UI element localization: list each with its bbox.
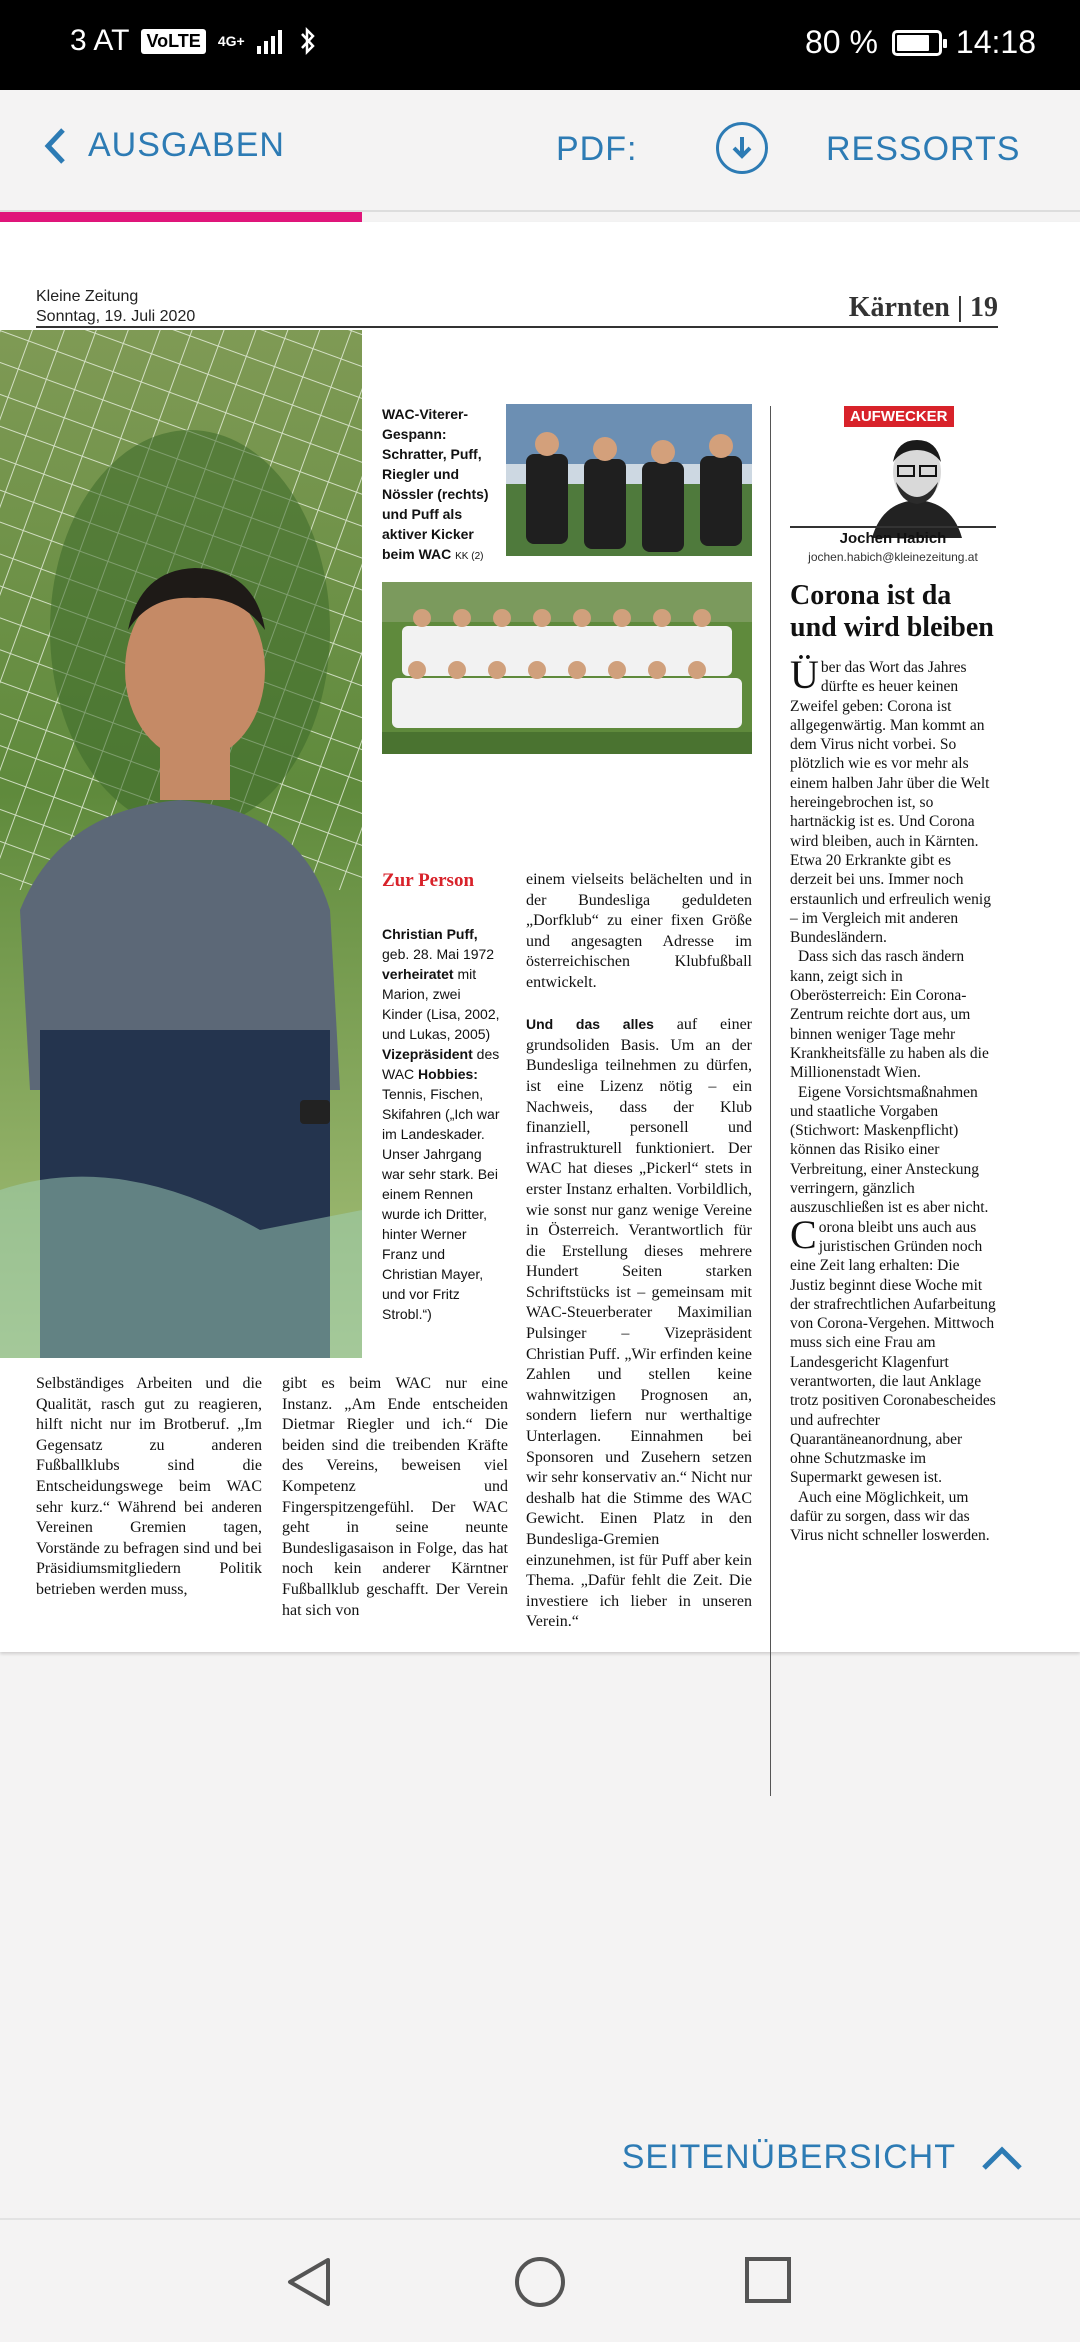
- portrait-photo: [0, 330, 362, 1358]
- author-rule: [790, 526, 996, 528]
- column-paragraph-5: Auch eine Möglichkeit, um dafür zu sorgen, dass wir das Virus nicht schneller loswerden.: [790, 1488, 990, 1545]
- app-toolbar: [0, 90, 1080, 212]
- page-overview-button[interactable]: [622, 2138, 1024, 2177]
- photo-caption-text: WAC-Viterer-Gespann: Schratter, Puff, Riegler und Nössler (rechts) und Puff als aktiver Kicker beim WAC: [382, 406, 489, 562]
- battery-icon: [892, 30, 942, 56]
- system-nav-bar: [0, 2218, 1080, 2342]
- article-column-3-body: auf einer grundsoliden Basis. Um an der Bundesliga teilnehmen zu dürfen, ist eine Lizenz nötig – ein Nachweis, dass der Klub finanziell, personell und infrastrukturell funktioniert. Der WAC hat dieses „Pickerl“ stets in erster Instanz erhalten. Vorbildlich, wie sonst nur ganz wenige Vereine in Österreich. Verantwortlich für die Erstellung dieses mehrere Hundert Seiten starken Schriftstücks ist – gemeinsam mit WAC-Steuerberater Maximilian Pulsinger – Vizepräsident Christian Puff. „Wir erfinden keine Zahlen und stellen keine wahnwitzigen Prognosen an, sondern liefern nur werthaltige Unterlagen. Einnahmen bei Sponsoren und Zusehern setzen wir sehr konservativ an.“ Nicht nur deshalb hat die Stimme des WAC Gewicht. Einen Platz in den Bundesliga-Gremien einzunehmen, ist für Puff aber kein Thema. „Dafür fehlt die Zeit. Die investiere ich lieber in unseren Verein.“: [526, 1016, 753, 1631]
- page-overview-label: SEITENÜBERSICHT: [621, 2138, 956, 2176]
- photo-credit: KK (2): [455, 551, 484, 562]
- column-paragraph-3: Eigene Vorsichtsmaßnahmen und staatliche Vorgaben (Stichwort: Maskenpflicht) können das Risiko einer Verbreitung, einer Ansteckung verringern, gänzlich auszuschließen ist es aber nicht.: [790, 1083, 989, 1217]
- article-column-2: gibt es beim WAC nur eine Instanz. „Am Ende entscheiden Dietmar Riegler und ich.“ Die beiden sind die treibenden Kräfte des Vereins, beweisen viel Kompetenz und Fingerspitzengefühl. Der WAC geht in seine neunte Bundesligasaison in Folge, das hat noch kein anderer Kärntner Fußballklub geschafft. Der Verein hat sich von: [282, 1375, 508, 1619]
- article-column-1: Selbständiges Arbeiten und die Qualität, rasch gut zu reagieren, hilft nicht nur im Brotberuf. „Im Gegensatz zu anderen Fußballklubs sind die Entscheidungswege beim WAC sehr kurz.“ Während bei anderen Vereinen Gremien tagen, Vorstände zu befragen sind und bei Präsidiumsmitgliedern Politik betrieben werden muss,: [36, 1375, 262, 1598]
- drop-cap-2: C: [790, 1211, 817, 1257]
- person-born: geb. 28. Mai 1972: [382, 946, 495, 962]
- paper-name: Kleine Zeitung: [36, 288, 139, 305]
- column-text: [790, 652, 996, 1546]
- author-email: jochen.habich@kleinezeitung.at: [808, 550, 978, 564]
- volte-badge: VoLTE: [141, 29, 205, 54]
- person-married-label: verheiratet: [382, 966, 454, 982]
- chevron-up-icon: [980, 2144, 1024, 2172]
- bluetooth-icon: [299, 26, 317, 56]
- paper-ressort: Kärnten | 19: [848, 292, 998, 323]
- column-badge: AUFWECKER: [844, 406, 954, 427]
- nav-home-icon[interactable]: [514, 2256, 566, 2308]
- download-icon: [727, 133, 757, 163]
- battery-percent: 80 %: [804, 24, 878, 60]
- nav-back-icon[interactable]: [284, 2256, 334, 2308]
- header-rule: [36, 326, 998, 328]
- zur-person-heading: Zur Person: [382, 870, 475, 891]
- status-right: [805, 24, 1036, 61]
- column-paragraph-2: Dass sich das rasch ändern kann, zeigt sich in Oberösterreich: Ein Corona-Zentrum reichte dort aus, um binnen weniger Tage mehr Krankheitsfälle zu haben als die Millionenstadt Wien.: [790, 948, 989, 1082]
- nav-recents-icon[interactable]: [744, 2256, 792, 2304]
- author-name: Jochen Habich: [839, 530, 947, 547]
- ressorts-button[interactable]: RESSORTS: [826, 130, 1021, 168]
- column-paragraph-1: ber das Wort das Jahres dürfte es heuer keinen Zweifel geben: Corona ist allgegenwärtig. Man kommt an dem Virus nicht vorbei. So plötzlich wie es vor mehr als einem halben Jahr über die Welt hereingebrochen ist, so hartnäckig ist es. Und Corona wird bleiben, auch in Kärnten. Etwa 20 Erkrankte gibt es derzeit bei uns. Immer noch erstaunlich und erfreulich wenig – im Vergleich mit anderen Bundesländern.: [790, 659, 991, 947]
- carrier-label: 3 AT: [70, 24, 130, 57]
- person-vice-label: Vizepräsident: [382, 1046, 473, 1062]
- download-button[interactable]: [716, 122, 768, 174]
- author-photo: [862, 432, 972, 538]
- status-left: [70, 24, 317, 58]
- person-hobbies-label: Hobbies:: [418, 1066, 478, 1082]
- network-label: 4G+: [217, 33, 245, 49]
- article-column-3-intro: einem vielseits belächelten und in der Bundesliga geduldeten „Dorfklub“ zu einer fixen Größe und angesagten Adresse im österreichischen Klubfußball entwickelt.: [526, 871, 752, 991]
- pdf-label: PDF:: [556, 130, 638, 168]
- back-label: AUSGABEN: [88, 126, 285, 164]
- signal-icon: [257, 28, 287, 54]
- article-subhead: Und das alles: [526, 1016, 654, 1033]
- column-headline: Corona ist da und wird bleiben: [790, 580, 994, 643]
- team-photo: [382, 582, 752, 754]
- person-box: [382, 924, 500, 1324]
- drop-cap-1: Ü: [790, 652, 819, 697]
- person-vice: des WAC: [382, 1046, 500, 1082]
- battery-level: [897, 35, 929, 51]
- team-officials-photo: [506, 404, 752, 556]
- person-married: mit Marion, zwei Kinder (Lisa, 2002, und Lukas, 2005): [382, 966, 500, 1042]
- status-bar: [0, 0, 1080, 90]
- paper-date: Sonntag, 19. Juli 2020: [36, 308, 196, 325]
- column-paragraph-4: orona bleibt uns auch aus juristischen Gründen noch eine Zeit lang erhalten: Die Justiz beginnt diese Woche mit der strafrechtlichen Aufarbeitung von Corona-Vergehen. Mittwoch muss sich eine Frau am Landesgericht Klagenfurt verantworten, die laut Anklage trotz positiven Coronabescheides und aufrechter Quarantäneanordnung, aber ohne Schutzmaske im Supermarkt gewesen ist.: [790, 1218, 996, 1487]
- person-name: Christian Puff,: [382, 926, 478, 942]
- clock: 14:18: [955, 24, 1036, 60]
- newspaper-page[interactable]: [0, 222, 1080, 1652]
- photo-caption: [382, 404, 492, 567]
- column-divider: [770, 406, 771, 1796]
- back-button[interactable]: [44, 126, 285, 165]
- back-chevron-icon: [44, 127, 66, 165]
- reading-progress-bar: [0, 212, 362, 222]
- person-hobbies: Tennis, Fischen, Skifahren („Ich war im Landeskader. Unser Jahrgang war sehr stark. Bei einem Rennen wurde ich Dritter, hinter Werner Franz und Christian Mayer, und vor Fritz Strobl.“): [382, 1086, 500, 1322]
- article-column-3: [526, 870, 752, 1633]
